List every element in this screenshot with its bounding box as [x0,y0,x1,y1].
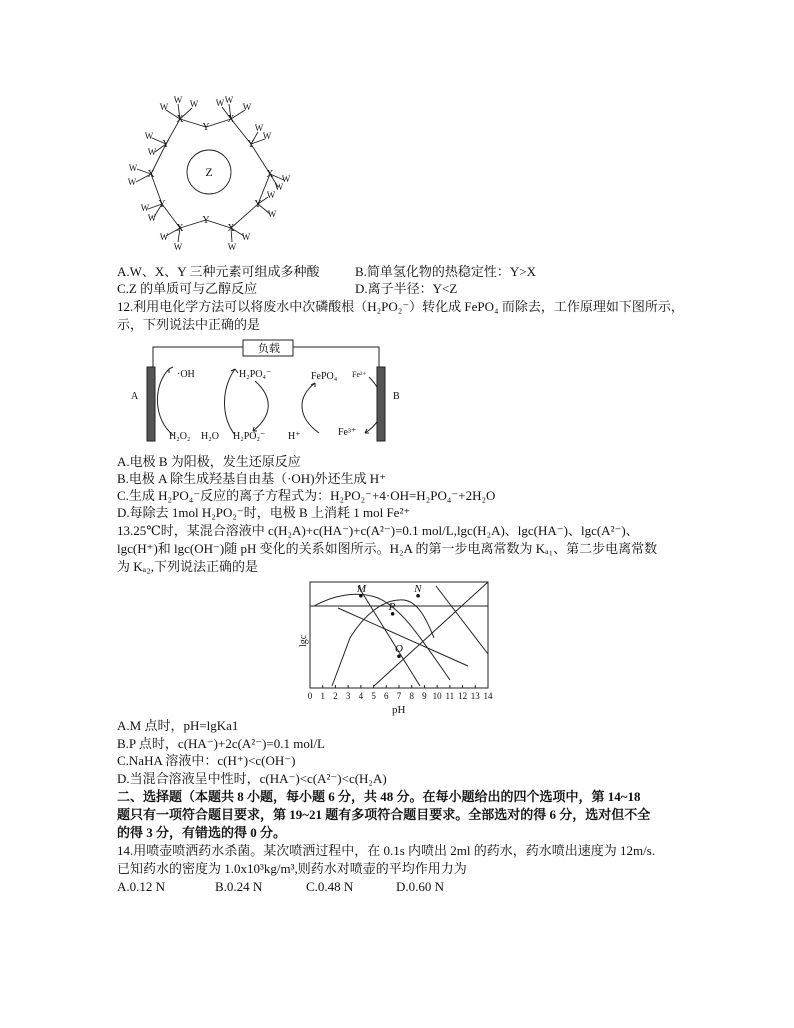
q11-option-d[interactable]: D.离子半径：Y<Z [355,281,458,296]
svg-text:W: W [128,163,138,173]
svg-text:FePO₄: FePO₄ [311,371,338,382]
x-tick-label: 14 [483,691,493,701]
q13-stem-line2: lgc(H⁺)和 lgc(OH⁻)随 pH 变化的关系如图所示。H₂A 的第一步电离常数为 Kₐ₁、第二步电离常数 [117,541,658,556]
q12-option-d[interactable]: D.每除去 1mol H₂PO₂⁻时，电极 B 上消耗 1 mol Fe²⁺ [117,505,411,520]
svg-text:H₂PO₂⁻: H₂PO₂⁻ [233,431,266,442]
q12-option-c[interactable]: C.生成 H₂PO₄⁻反应的离子方程式为：H₂PO₂⁻+4·OH=H₂PO₄⁻+2H₂O [117,488,496,503]
svg-text:W: W [147,147,157,157]
svg-text:W: W [189,99,199,109]
ring-y: Y [158,199,166,210]
q11-option-c[interactable]: C.Z 的单质可与乙醇反应 [117,281,258,296]
q14-stem-line2: 已知药水的密度为 1.0x10³kg/m³,则药水对喷壶的平均作用力为 [117,861,467,876]
arc-1 [225,369,236,435]
svg-text:W: W [127,177,137,187]
svg-text:W: W [144,131,154,141]
q12-stem-line2: 示，下列说法中正确的是 [117,317,261,332]
arc-a [157,369,173,435]
svg-text:W: W [281,174,291,184]
point-label-n: N [414,582,422,595]
x-tick-label: 11 [445,691,455,701]
q12-stem-line1: 12.利用电化学方法可以将废水中次磷酸根（H₂PO₂⁻）转化成 FePO₄ 而除去，工作原理如下图所示， [117,299,684,314]
svg-text:W: W [227,242,237,252]
q13-option-a[interactable]: A.M 点时，pH=lgKa1 [117,718,239,733]
curve-a2-upper [436,586,488,654]
svg-text:W: W [215,98,225,108]
x-tick-label: 12 [458,691,468,701]
svg-text:W: W [242,102,252,112]
x-tick-label: 9 [422,691,427,701]
q12-option-b[interactable]: B.电极 A 除生成羟基自由基（·OH)外还生成 H⁺ [117,471,387,486]
curve-ha [332,600,434,686]
q11-option-a[interactable]: A.W、X、Y 三种元素可组成多种酸 [117,264,320,279]
x-tick-label: 10 [432,691,442,701]
ring-x: X [147,169,155,180]
q14-option-a[interactable]: A.0.12 N [117,879,166,894]
point-label-p: P [388,600,396,613]
svg-text:H₂O₂: H₂O₂ [169,431,191,442]
q11-option-b[interactable]: B.简单氢化物的热稳定性：Y>X [355,264,537,279]
ring-y: Y [247,139,255,150]
point-label-m: M [356,582,367,595]
x-tick-label: 3 [345,691,351,701]
ring-y: Y [202,215,210,226]
arc-2 [253,381,268,431]
svg-text:W: W [147,213,157,223]
ring-z: Z [205,165,213,179]
svg-text:W: W [173,95,183,105]
svg-text:W: W [274,182,284,192]
x-tick-label: 4 [358,691,364,701]
ring-x: X [176,114,184,125]
svg-text:W: W [159,232,169,242]
y-axis-label: lgc [298,634,309,647]
section2-instructions-line1: 二、选择题（本题共 8 小题，每小题 6 分，共 48 分。在每小题给出的四个选项中，第 14~18 [117,789,641,804]
svg-text:W: W [140,203,150,213]
ring-x: X [176,223,184,234]
x-tick-label: 2 [333,691,338,701]
svg-text:W: W [241,232,251,242]
x-tick-label: 8 [409,691,414,701]
x-tick-label: 5 [371,691,376,701]
svg-text:W: W [267,209,277,219]
x-tick-label: 1 [320,691,325,701]
ring-y: Y [202,122,210,133]
ring-y: Y [254,199,262,210]
ring-x: X [227,114,235,125]
svg-text:W: W [262,131,272,141]
svg-text:W: W [254,123,264,133]
x-tick-label: 13 [470,691,480,701]
svg-text:W: W [266,190,276,200]
ring-x: X [227,223,235,234]
section2-instructions-line2: 题只有一项符合题目要求，第 19~21 题有多项符合题目要求。全部选对的得 6 分，选对但不全 [117,807,651,822]
x-tick-label: 6 [384,691,389,701]
electrode-b-label: B [393,391,400,402]
ring-x: X [266,169,274,180]
curve-h2a [314,594,450,680]
curve-oh [374,582,488,686]
q13-option-d[interactable]: D.当混合溶液呈中性时，c(HA⁻)<c(A²⁻)<c(H₂A) [117,771,387,786]
q14-option-d[interactable]: D.0.60 N [396,879,445,894]
svg-text:W: W [173,242,183,252]
svg-text:Fe³⁺: Fe³⁺ [338,427,357,438]
q13-option-c[interactable]: C.NaHA 溶液中：c(H⁺)<c(OH⁻) [117,753,296,768]
svg-text:W: W [224,95,234,105]
x-tick-label: 0 [307,691,313,701]
electrode-a-label: A [131,391,139,402]
q12-option-a[interactable]: A.电极 B 为阳极，发生还原反应 [117,454,301,469]
q12-electrolysis-diagram [125,337,415,447]
ring-y: Y [162,139,170,150]
x-tick-label: 7 [396,691,402,701]
q13-lgc-ph-chart [292,578,502,716]
section2-instructions-line3: 的得 3 分，有错选的得 0 分。 [117,825,287,840]
svg-text:H₂PO₄⁻: H₂PO₄⁻ [239,369,272,380]
svg-text:·OH: ·OH [177,369,195,380]
q13-option-b[interactable]: B.P 点时，c(HA⁻)+2c(A²⁻)=0.1 mol/L [117,736,326,751]
arc-3 [302,383,319,433]
q11-ring-structure [118,92,303,257]
svg-text:Fe²⁺: Fe²⁺ [352,370,367,379]
load-label: 负载 [258,343,280,355]
x-axis-label: pH [392,704,406,716]
x-tick-group [308,685,493,701]
q14-option-b[interactable]: B.0.24 N [215,879,263,894]
point-label-o: O [395,643,403,656]
svg-text:H₂O: H₂O [201,431,219,442]
electrode-a [147,367,155,441]
q14-option-c[interactable]: C.0.48 N [306,879,354,894]
q13-stem-line3: 为 Kₐ₂,下列说法正确的是 [117,559,258,574]
svg-text:W: W [159,102,169,112]
svg-text:H⁺: H⁺ [288,431,301,442]
q14-stem-line1: 14.用喷壶喷洒药水杀菌。某次喷洒过程中，在 0.1s 内喷出 2ml 的药水，药水喷出速度为 12m/s. [117,843,656,858]
electrode-b [377,367,385,441]
q13-stem-line1: 13.25℃时，某混合溶液中 c(H₂A)+c(HA⁻)+c(A²⁻)=0.1 mol/L,lgc(H₂A)、lgc(HA⁻)、lgc(A²⁻)、 [117,523,639,538]
